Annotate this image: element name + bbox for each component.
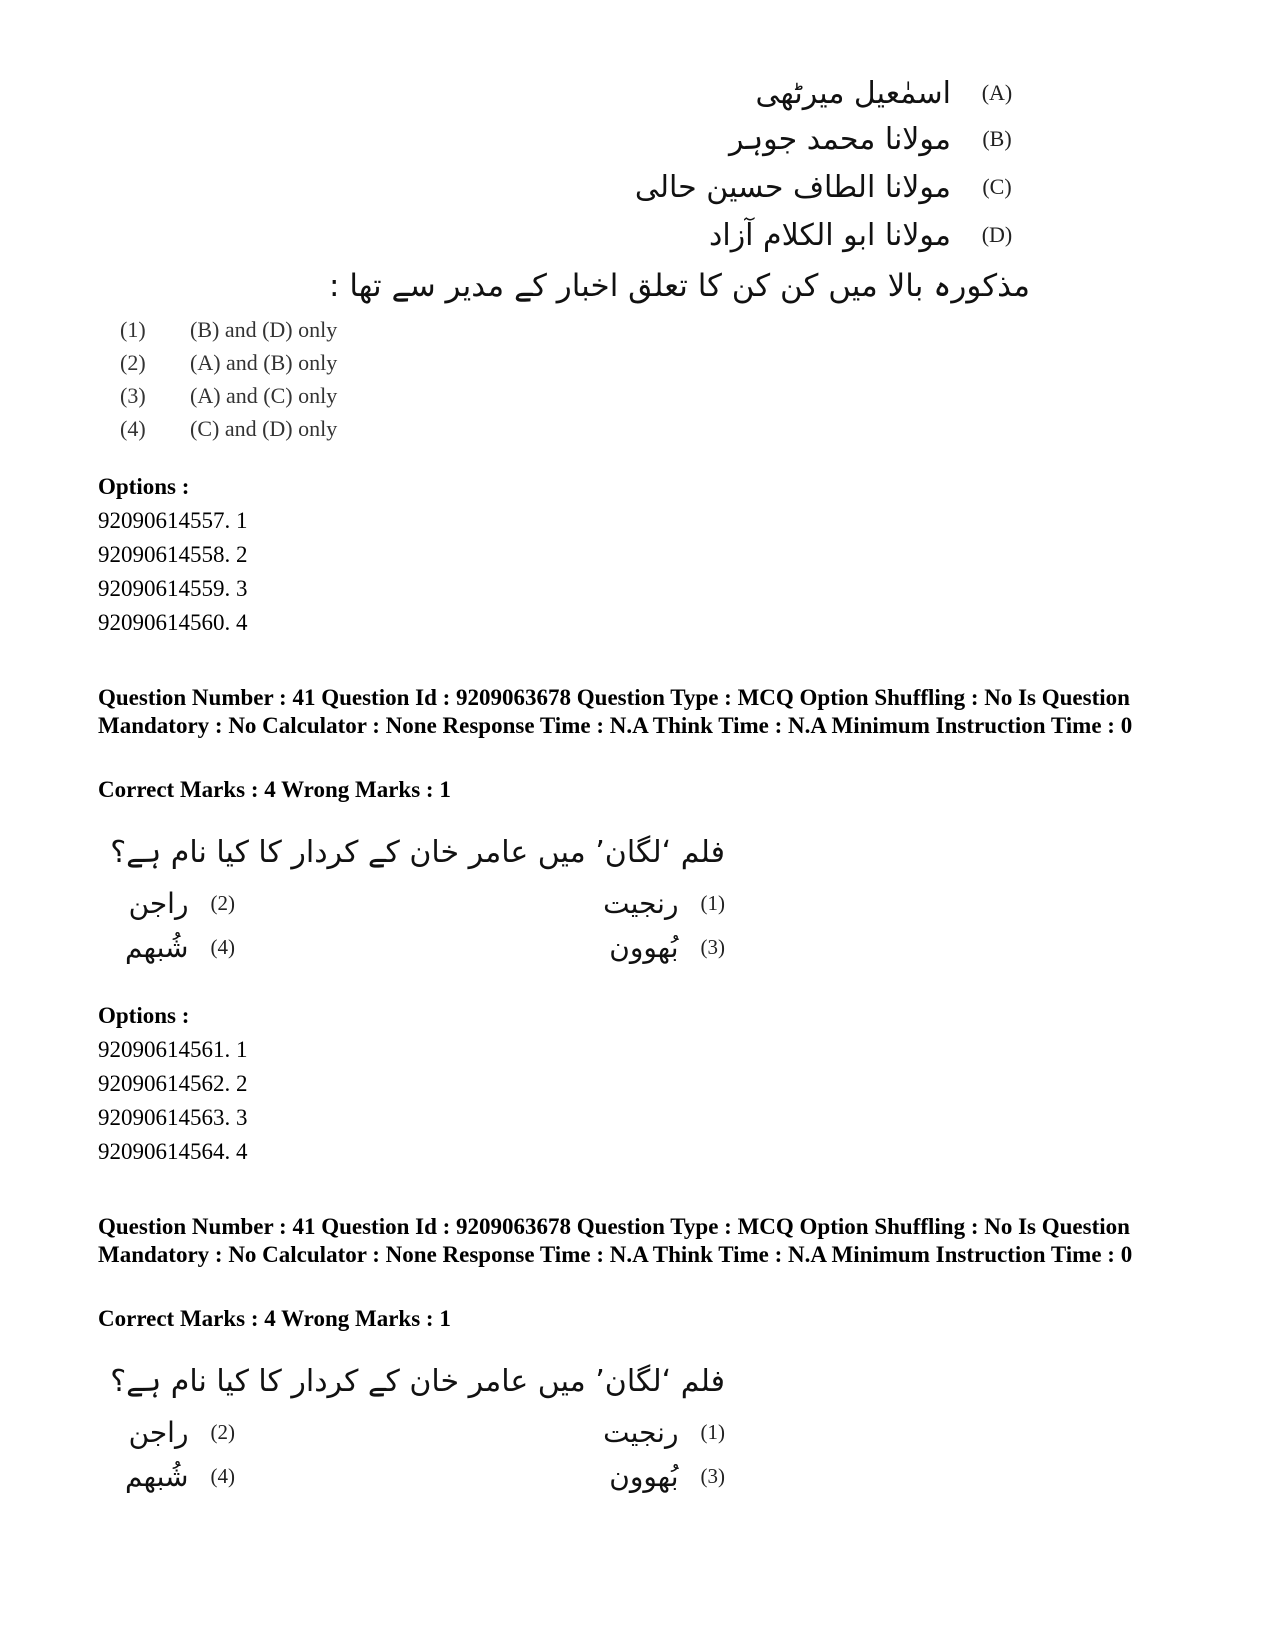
option-line: 92090614557. 1 bbox=[98, 508, 248, 533]
choice-row bbox=[120, 347, 337, 379]
choice-text: راجن bbox=[128, 886, 189, 920]
choice-number: (3) bbox=[700, 1463, 725, 1488]
statement-c bbox=[635, 164, 1017, 210]
choice-number: (4) bbox=[210, 1463, 235, 1488]
choice-number: (2) bbox=[210, 890, 235, 915]
choice-cell bbox=[603, 1412, 725, 1452]
choice-row bbox=[120, 314, 337, 346]
choice-text: راجن bbox=[128, 1415, 189, 1449]
statement-letter: (D) bbox=[981, 222, 1013, 247]
choice-cell bbox=[129, 883, 235, 923]
statement-a bbox=[756, 70, 1017, 116]
choice-cell bbox=[609, 927, 725, 967]
option-line: 92090614560. 4 bbox=[98, 610, 248, 635]
choice-cell bbox=[125, 927, 235, 967]
choice-text: رنجیت bbox=[603, 886, 679, 920]
choice-text: (C) and (D) only bbox=[190, 416, 338, 441]
question-stem: فلم ‘لگان’ میں عامر خان کے کردار کا کیا نام ہے؟ bbox=[110, 835, 725, 870]
statement-letter: (B) bbox=[982, 126, 1012, 151]
statement-text: مولانا محمد جوہر bbox=[729, 121, 951, 157]
choice-text: رنجیت bbox=[603, 1415, 679, 1449]
choice-number: (3) bbox=[120, 383, 146, 408]
statement-d bbox=[709, 212, 1017, 258]
options-heading: Options : bbox=[98, 474, 190, 499]
choice-text: بُھوون bbox=[609, 1459, 679, 1493]
option-line: 92090614558. 2 bbox=[98, 542, 248, 567]
choice-cell bbox=[603, 883, 725, 923]
statement-text: مولانا الطاف حسین حالی bbox=[634, 169, 951, 205]
choice-number: (2) bbox=[120, 350, 146, 375]
choice-number: (1) bbox=[700, 1419, 725, 1444]
option-line: 92090614562. 2 bbox=[98, 1071, 248, 1096]
question-stem: مذکورہ بالا میں کن کن کا تعلق اخبار کے مدیر سے تھا : bbox=[329, 268, 1030, 304]
question-marks: Correct Marks : 4 Wrong Marks : 1 bbox=[98, 1306, 451, 1331]
question-image-2 bbox=[105, 835, 725, 985]
statement-letter: (A) bbox=[981, 80, 1013, 105]
option-line: 92090614564. 4 bbox=[98, 1139, 248, 1164]
question-meta: Question Number : 41 Question Id : 9209063678 Question Type : MCQ Option Shuffling : No Is Question Mandatory : No Calculator : None Response Time : N.A Think Time : N.A Minimum Instruction Time : 0 bbox=[98, 1214, 1133, 1267]
choice-number: (3) bbox=[700, 934, 725, 959]
choice-row bbox=[120, 380, 337, 412]
choice-text: (B) and (D) only bbox=[190, 317, 338, 342]
question-stem: فلم ‘لگان’ میں عامر خان کے کردار کا کیا نام ہے؟ bbox=[110, 1364, 725, 1399]
choice-number: (1) bbox=[120, 317, 146, 342]
option-line: 92090614561. 1 bbox=[98, 1037, 248, 1062]
choice-text: شُبھم bbox=[125, 930, 189, 964]
choice-number: (4) bbox=[120, 416, 146, 441]
choice-cell bbox=[125, 1456, 235, 1496]
statement-text: اسمٰعیل میرٹھی bbox=[755, 75, 951, 111]
statement-b bbox=[729, 116, 1017, 162]
choice-text: (A) and (C) only bbox=[190, 383, 338, 408]
option-line: 92090614559. 3 bbox=[98, 576, 248, 601]
choice-number: (2) bbox=[210, 1419, 235, 1444]
choice-number: (4) bbox=[210, 934, 235, 959]
choice-text: بُھوون bbox=[609, 930, 679, 964]
choice-number: (1) bbox=[700, 890, 725, 915]
choice-cell bbox=[609, 1456, 725, 1496]
choice-row bbox=[120, 413, 337, 445]
question-image-3 bbox=[105, 1364, 725, 1514]
question-meta: Question Number : 41 Question Id : 9209063678 Question Type : MCQ Option Shuffling : No Is Question Mandatory : No Calculator : None Response Time : N.A Think Time : N.A Minimum Instruction Time : 0 bbox=[98, 685, 1133, 738]
statement-text: مولانا ابو الکلام آزاد bbox=[709, 217, 951, 253]
choice-cell bbox=[129, 1412, 235, 1452]
statement-letter: (C) bbox=[982, 174, 1012, 199]
choice-text: شُبھم bbox=[125, 1459, 189, 1493]
options-heading: Options : bbox=[98, 1003, 190, 1028]
question-marks: Correct Marks : 4 Wrong Marks : 1 bbox=[98, 777, 451, 802]
option-line: 92090614563. 3 bbox=[98, 1105, 248, 1130]
choice-text: (A) and (B) only bbox=[190, 350, 338, 375]
